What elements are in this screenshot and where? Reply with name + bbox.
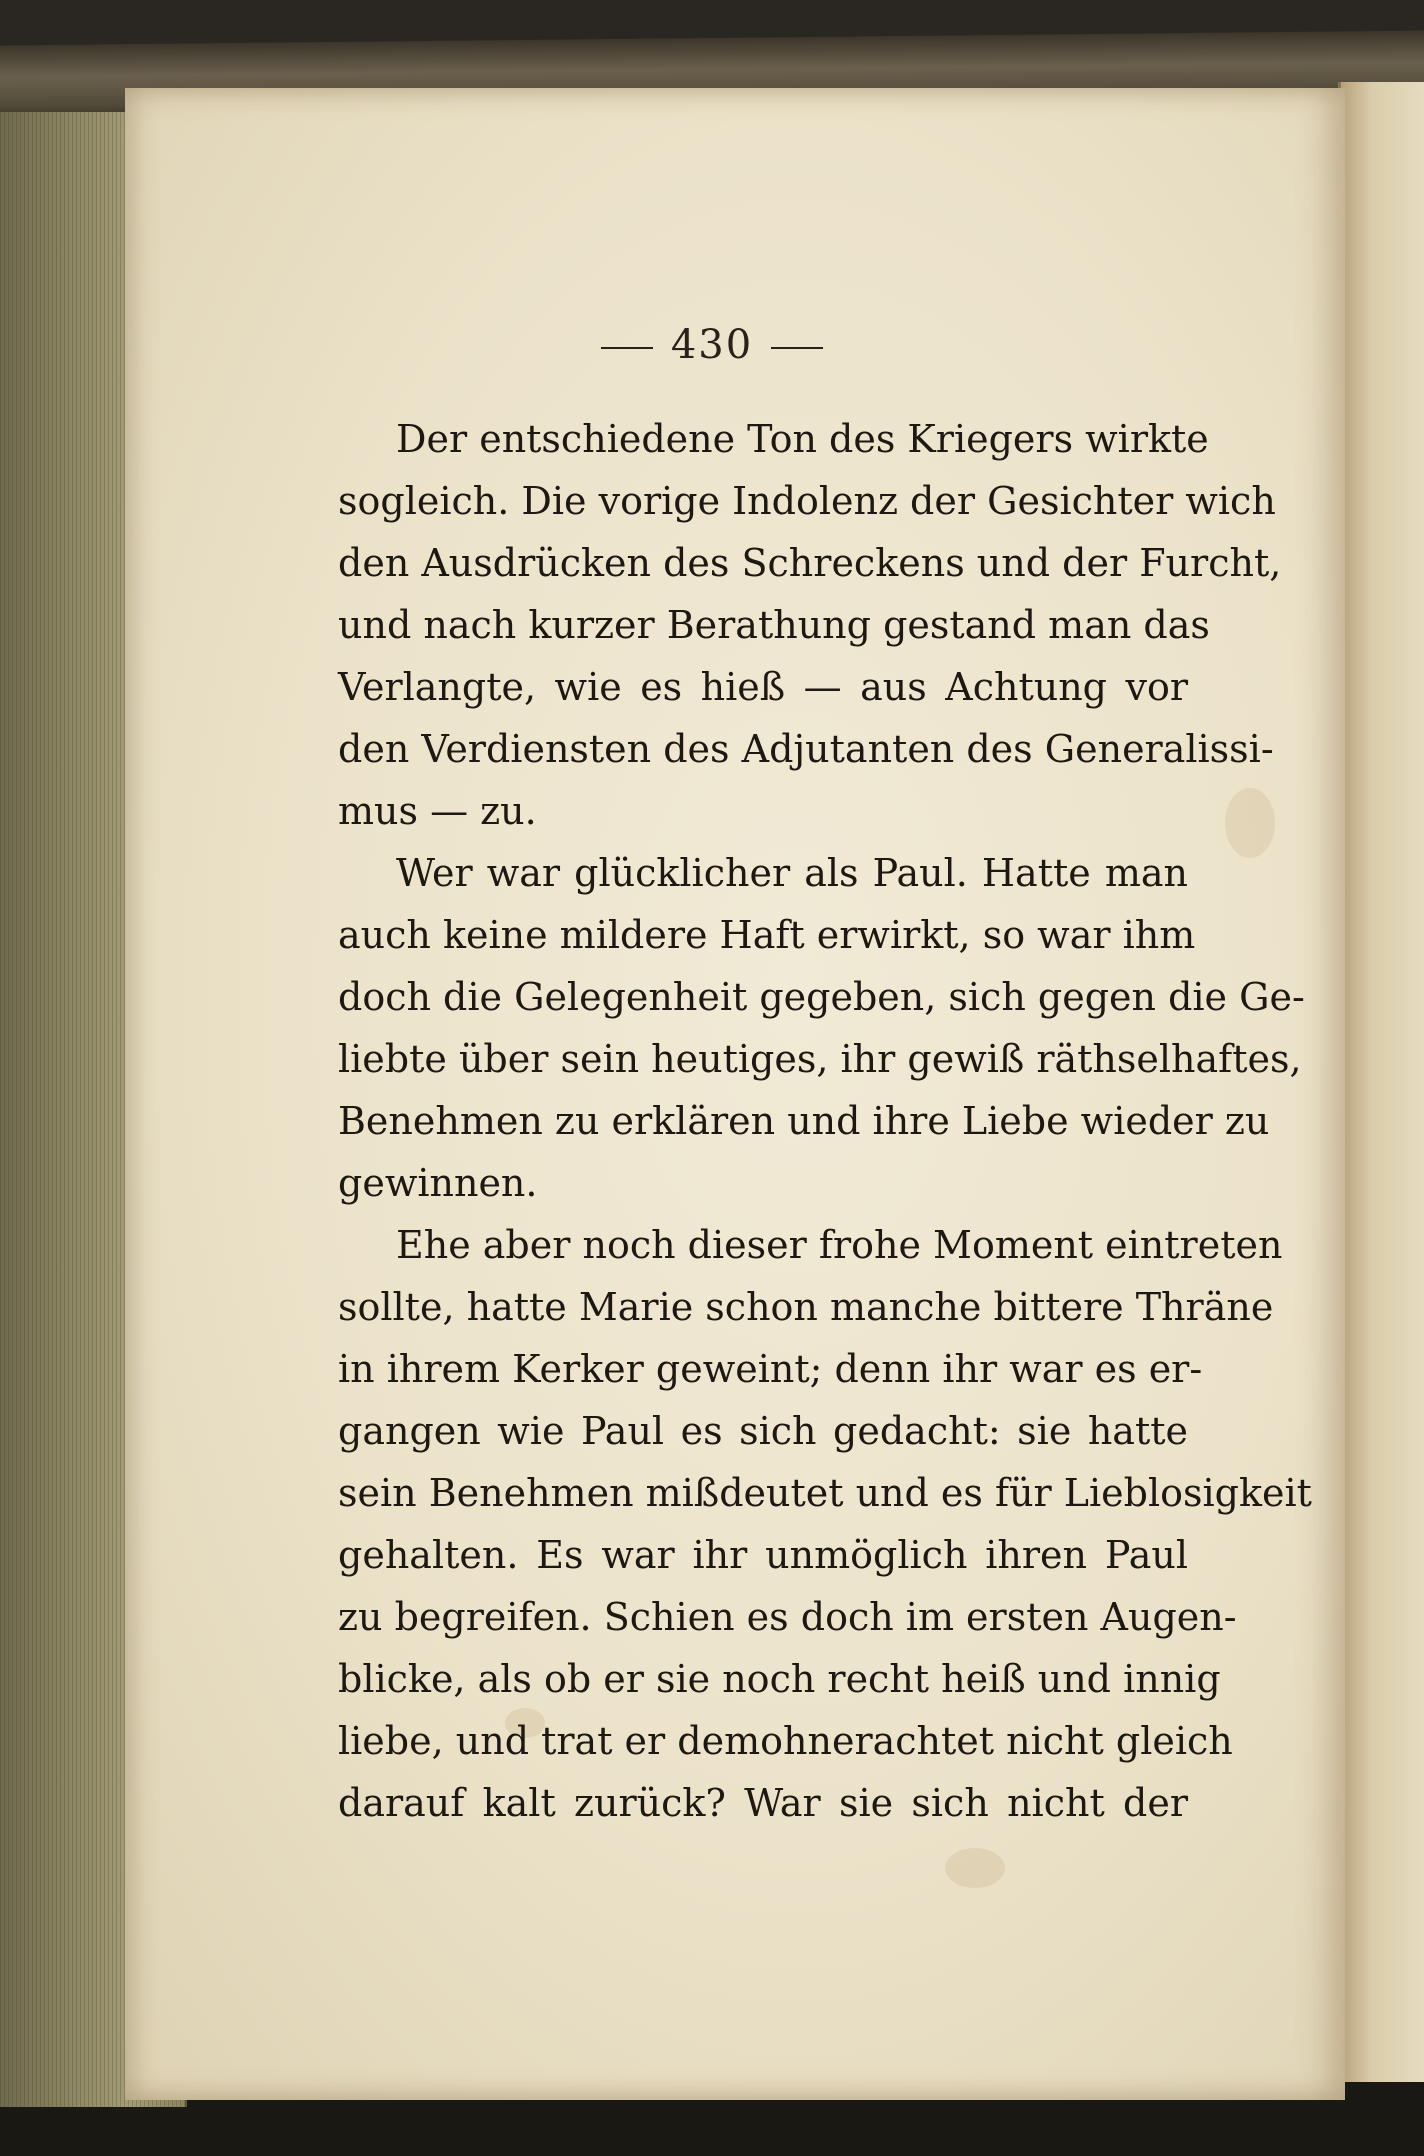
text-line: in ihrem Kerker geweint; denn ihr war es er- [338,1347,1203,1391]
paragraph [338,1214,1312,1834]
text-line: liebte über sein heutiges, ihr gewiß räthselhaftes, [338,1037,1302,1081]
text-line: Benehmen zu erklären und ihre Liebe wieder zu [338,1099,1270,1143]
foxing-spot [1225,788,1275,858]
paragraph [338,842,1305,1214]
text-line: mus — zu. [338,789,537,833]
text-line: blicke, als ob er sie noch recht heiß und innig [338,1657,1221,1701]
text-line: sein Benehmen mißdeutet und es für Lieblosigkeit [338,1471,1312,1515]
dash-right [771,347,823,349]
foxing-spot [945,1848,1005,1888]
text-line: gewinnen. [338,1161,538,1205]
page-number [0,322,1424,368]
text-line: Wer war glücklicher als Paul. Hatte man [396,851,1188,895]
text-line: den Ausdrücken des Schreckens und der Furcht, [338,541,1282,585]
text-line: und nach kurzer Berathung gestand man das [338,603,1210,647]
text-line: den Verdiensten des Adjutanten des Generalissi- [338,727,1274,771]
facing-page-edge [1338,82,1424,2082]
page-number-value: 430 [670,322,754,368]
text-line: Der entschiedene Ton des Kriegers wirkte [396,417,1209,461]
text-line: sogleich. Die vorige Indolenz der Gesichter wich [338,479,1276,523]
text-line: liebe, und trat er demohnerachtet nicht gleich [338,1719,1233,1763]
text-line: doch die Gelegenheit gegeben, sich gegen die Ge- [338,975,1305,1019]
text-line: sollte, hatte Marie schon manche bittere Thräne [338,1285,1274,1329]
body-text [338,408,1312,1834]
text-line: darauf kalt zurück? War sie sich nicht der [338,1781,1188,1825]
dash-left [601,347,653,349]
text-line: Verlangte, wie es hieß — aus Achtung vor [338,665,1188,709]
text-line: zu begreifen. Schien es doch im ersten Augen- [338,1595,1237,1639]
text-line: gehalten. Es war ihr unmöglich ihren Paul [338,1533,1188,1577]
text-line: gangen wie Paul es sich gedacht: sie hatte [338,1409,1188,1453]
paragraph [338,408,1282,842]
text-line: Ehe aber noch dieser frohe Moment eintreten [396,1223,1283,1267]
text-line: auch keine mildere Haft erwirkt, so war ihm [338,913,1196,957]
